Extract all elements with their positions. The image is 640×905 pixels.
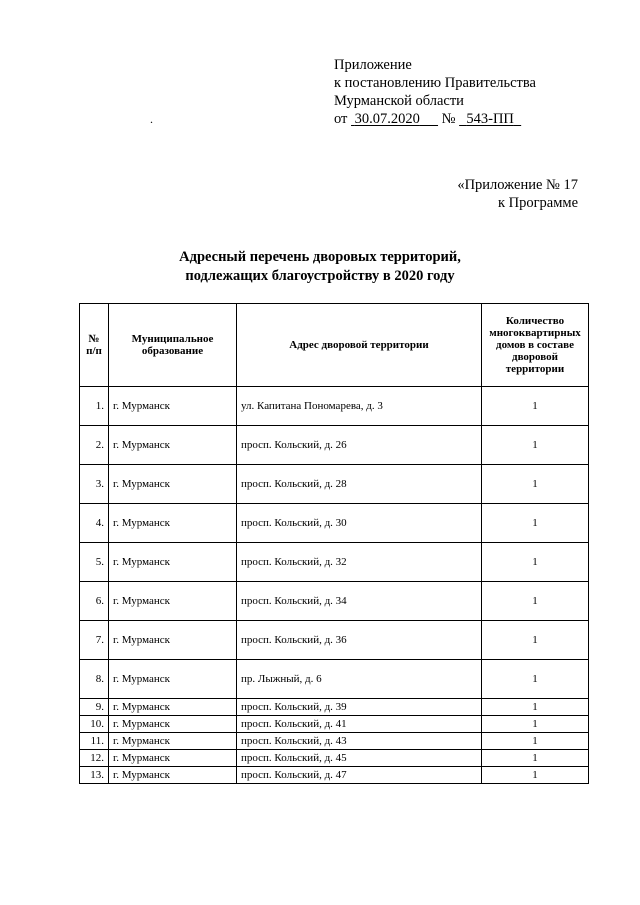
number-label: № [441,111,456,127]
cell-num: 12. [80,750,109,767]
cell-municipality: г. Мурманск [109,465,237,504]
cell-municipality: г. Мурманск [109,733,237,750]
table-header-row [80,304,589,387]
cell-address: просп. Кольский, д. 30 [237,504,482,543]
cell-count: 1 [482,750,589,767]
cell-address: просп. Кольский, д. 45 [237,750,482,767]
cell-municipality: г. Мурманск [109,750,237,767]
cell-num: 11. [80,733,109,750]
table-row [80,387,589,426]
cell-num: 7. [80,621,109,660]
table-row [80,582,589,621]
cell-municipality: г. Мурманск [109,426,237,465]
cell-municipality: г. Мурманск [109,621,237,660]
cell-count: 1 [482,716,589,733]
cell-municipality: г. Мурманск [109,716,237,733]
appendix-line: Мурманской области [334,93,464,109]
program-reference [457,176,578,212]
cell-num: 13. [80,767,109,784]
header-municipality: Муниципальное образование [109,304,237,387]
cell-address: ул. Капитана Пономарева, д. 3 [237,387,482,426]
cell-count: 1 [482,426,589,465]
cell-municipality: г. Мурманск [109,699,237,716]
cell-num: 6. [80,582,109,621]
table-row [80,750,589,767]
header-num: № п/п [80,304,109,387]
cell-address: просп. Кольский, д. 32 [237,543,482,582]
cell-count: 1 [482,582,589,621]
table-row [80,621,589,660]
cell-municipality: г. Мурманск [109,582,237,621]
cell-num: 1. [80,387,109,426]
cell-count: 1 [482,504,589,543]
cell-num: 5. [80,543,109,582]
cell-num: 9. [80,699,109,716]
table-row [80,767,589,784]
appendix-line: Приложение [334,57,412,73]
table-row [80,660,589,699]
title-line: Адресный перечень дворовых территорий, [179,249,461,265]
cell-num: 4. [80,504,109,543]
appendix-block [334,56,536,128]
cell-count: 1 [482,621,589,660]
decree-date: 30.07.2020 [354,111,420,127]
table-row [80,426,589,465]
cell-num: 8. [80,660,109,699]
cell-num: 2. [80,426,109,465]
stray-mark: . [150,112,153,126]
cell-address: просп. Кольский, д. 43 [237,733,482,750]
cell-count: 1 [482,543,589,582]
cell-count: 1 [482,660,589,699]
reference-line: «Приложение № 17 [457,177,578,193]
cell-municipality: г. Мурманск [109,543,237,582]
cell-num: 3. [80,465,109,504]
appendix-line: к постановлению Правительства [334,75,536,91]
cell-municipality: г. Мурманск [109,660,237,699]
header-address: Адрес дворовой территории [237,304,482,387]
from-label: от [334,111,348,127]
cell-address: пр. Лыжный, д. 6 [237,660,482,699]
cell-count: 1 [482,767,589,784]
cell-address: просп. Кольский, д. 28 [237,465,482,504]
cell-address: просп. Кольский, д. 41 [237,716,482,733]
cell-municipality: г. Мурманск [109,387,237,426]
table-row [80,543,589,582]
cell-count: 1 [482,699,589,716]
document-title [0,248,640,286]
address-table [79,303,589,784]
cell-count: 1 [482,387,589,426]
decree-number: 543-ПП [466,111,514,127]
table-row [80,699,589,716]
appendix-date-line [334,110,536,128]
cell-address: просп. Кольский, д. 26 [237,426,482,465]
cell-address: просп. Кольский, д. 47 [237,767,482,784]
cell-municipality: г. Мурманск [109,504,237,543]
cell-address: просп. Кольский, д. 34 [237,582,482,621]
cell-count: 1 [482,465,589,504]
cell-address: просп. Кольский, д. 39 [237,699,482,716]
cell-num: 10. [80,716,109,733]
cell-count: 1 [482,733,589,750]
reference-line: к Программе [497,195,578,211]
header-count: Количество многоквартирных домов в составе дворовой территории [482,304,589,387]
table-row [80,504,589,543]
table-body [80,387,589,784]
cell-municipality: г. Мурманск [109,767,237,784]
table-row [80,716,589,733]
title-line: подлежащих благоустройству в 2020 году [185,268,455,284]
cell-address: просп. Кольский, д. 36 [237,621,482,660]
table-row [80,465,589,504]
table-row [80,733,589,750]
